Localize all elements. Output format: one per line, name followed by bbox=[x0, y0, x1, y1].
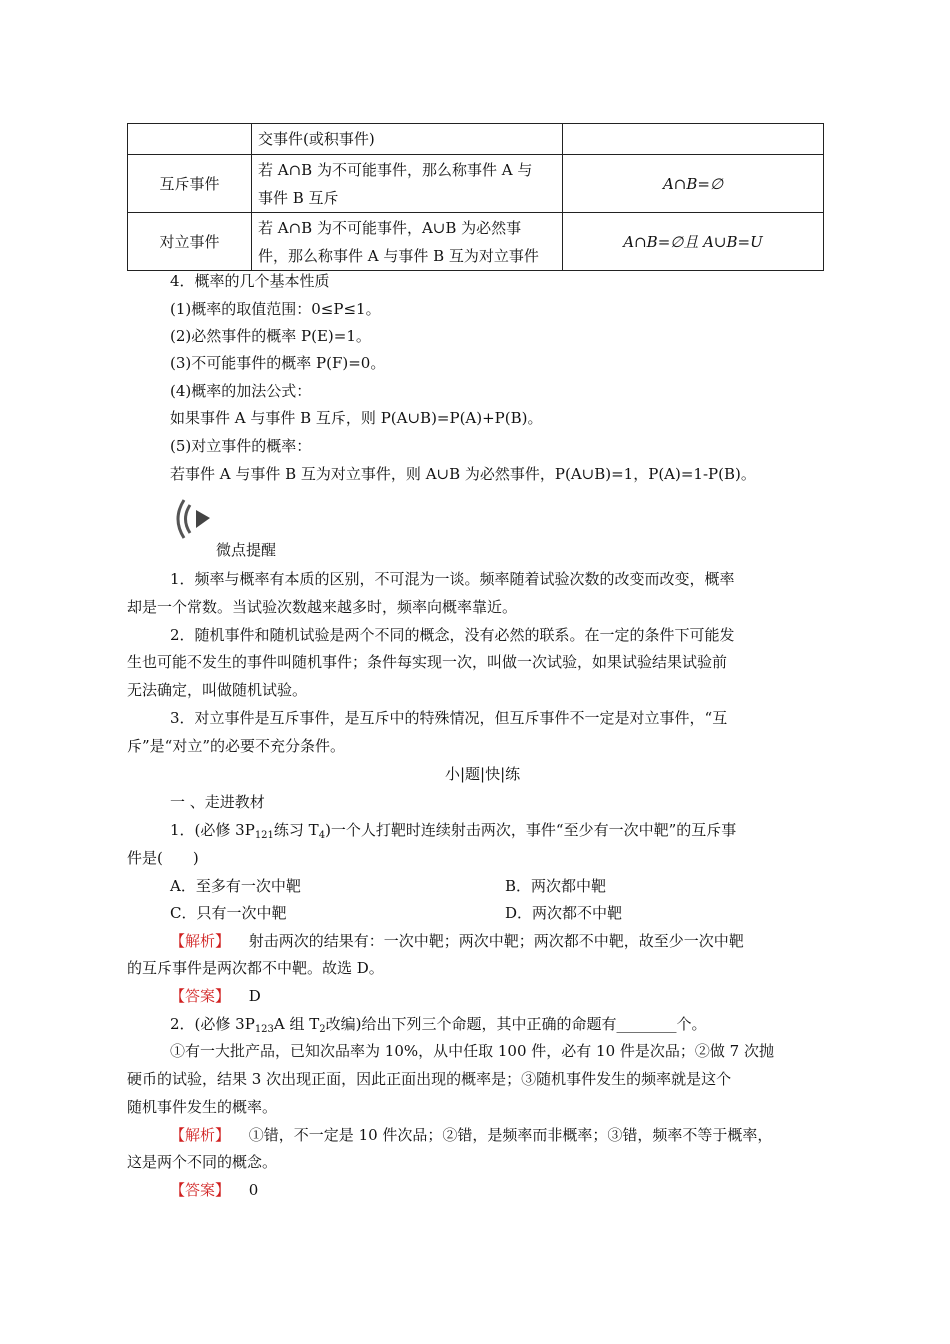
table-cell: 交事件(或积事件) bbox=[252, 124, 563, 155]
q1-analysis-line2: 的互斥事件是两次都不中靶。故选 D。 bbox=[127, 959, 384, 977]
analysis-label: 【解析】 bbox=[170, 1126, 231, 1144]
analysis-text: 射击两次的结果有：一次中靶；两次中靶；两次都不中靶，故至少一次中靶 bbox=[248, 932, 744, 950]
tip-line: 却是一个常数。当试验次数越来越多时，频率向概率靠近。 bbox=[127, 598, 518, 616]
practice-subheading: 一 、走进教材 bbox=[170, 793, 265, 811]
section-title: 4．概率的几个基本性质 bbox=[170, 272, 330, 290]
answer-label: 【答案】 bbox=[170, 987, 231, 1005]
q2-text: A 组 T bbox=[273, 1015, 320, 1033]
q1-text: )一个人打靶时连续射击两次，事件“至少有一次中靶”的互斥事 bbox=[325, 821, 737, 839]
tip-line: 斥”是“对立”的必要不充分条件。 bbox=[127, 737, 346, 755]
q2-analysis-line2: 这是两个不同的概念。 bbox=[127, 1153, 278, 1171]
option-b: B．两次都中靶 bbox=[505, 877, 607, 895]
cell-line: 若 A∩B 为不可能事件，A∪B 为必然事 bbox=[258, 218, 522, 237]
table-cell bbox=[252, 213, 563, 271]
q2-subscript: 2 bbox=[319, 1024, 326, 1035]
q1-analysis bbox=[170, 931, 744, 951]
q2-text: 2．(必修 3P bbox=[170, 1015, 255, 1033]
q2-body-line: ①有一大批产品，已知次品率为 10%，从中任取 100 件，必有 10 件是次品；②做 7 次抛 bbox=[170, 1042, 774, 1060]
tip-line: 3．对立事件是互斥事件，是互斥中的特殊情况，但互斥事件不一定是对立事件，“互 bbox=[170, 709, 728, 727]
tip-line: 1．频率与概率有本质的区别，不可混为一谈。频率随着试验次数的改变而改变，概率 bbox=[170, 570, 735, 588]
tip-line: 生也可能不发生的事件叫随机事件；条件每实现一次，叫做一次试验，如果试验结果试验前 bbox=[127, 653, 728, 671]
events-table bbox=[127, 123, 824, 271]
q2-subscript: 123 bbox=[254, 1024, 274, 1035]
option-c: C．只有一次中靶 bbox=[170, 904, 287, 922]
property-5: (5)对立事件的概率： bbox=[170, 437, 312, 455]
q1-subscript: 121 bbox=[254, 830, 274, 841]
answer-value: 0 bbox=[248, 1181, 259, 1199]
tip-line: 无法确定，叫做随机试验。 bbox=[127, 681, 308, 699]
table-cell bbox=[563, 124, 824, 155]
answer-label: 【答案】 bbox=[170, 1181, 231, 1199]
q1-answer bbox=[170, 986, 261, 1006]
analysis-text: ①错，不一定是 10 件次品；②错，是频率而非概率；③错，频率不等于概率， bbox=[248, 1126, 773, 1144]
complement-formula: 若事件 A 与事件 B 互为对立事件，则 A∪B 为必然事件，P(A∪B)=1，P(A)=1-P(B)。 bbox=[170, 465, 756, 483]
table-cell: 互斥事件 bbox=[128, 155, 252, 213]
cell-line: 事件 B 互斥 bbox=[258, 188, 339, 207]
q1-text: 练习 T bbox=[273, 821, 319, 839]
property-4: (4)概率的加法公式： bbox=[170, 382, 312, 400]
addition-formula: 如果事件 A 与事件 B 互斥，则 P(A∪B)=P(A)+P(B)。 bbox=[170, 409, 543, 427]
sound-wave-icon bbox=[170, 496, 214, 542]
answer-value: D bbox=[248, 987, 261, 1005]
option-d: D．两次都不中靶 bbox=[505, 904, 623, 922]
tips-title: 微点提醒 bbox=[216, 541, 277, 559]
table-row bbox=[128, 213, 824, 271]
q2-body-line: 硬币的试验，结果 3 次出现正面，因此正面出现的概率是；③随机事件发生的频率就是这个 bbox=[127, 1070, 732, 1088]
table-row bbox=[128, 124, 824, 155]
q1-subscript: 4 bbox=[318, 830, 326, 841]
table-row bbox=[128, 155, 824, 213]
tip-line: 2．随机事件和随机试验是两个不同的概念，没有必然的联系。在一定的条件下可能发 bbox=[170, 626, 735, 644]
property-2: (2)必然事件的概率 P(E)=1。 bbox=[170, 327, 371, 345]
option-a: A．至多有一次中靶 bbox=[170, 877, 301, 895]
q2-answer bbox=[170, 1180, 258, 1200]
table-cell: A∩B=∅且 A∪B=U bbox=[563, 213, 824, 271]
question-1 bbox=[170, 820, 736, 846]
q2-analysis bbox=[170, 1125, 772, 1145]
practice-heading: 小|题|快|练 bbox=[445, 765, 521, 783]
question-2 bbox=[170, 1014, 707, 1040]
question-1-line2: 件是( ) bbox=[127, 849, 199, 867]
q2-text: 改编)给出下列三个命题，其中正确的命题有________个。 bbox=[325, 1015, 707, 1033]
cell-line: 件，那么称事件 A 与事件 B 互为对立事件 bbox=[258, 246, 539, 265]
property-1: (1)概率的取值范围：0≤P≤1。 bbox=[170, 300, 381, 318]
q2-body-line: 随机事件发生的概率。 bbox=[127, 1098, 278, 1116]
analysis-label: 【解析】 bbox=[170, 932, 231, 950]
q1-text: 1．(必修 3P bbox=[170, 821, 255, 839]
table-cell bbox=[252, 155, 563, 213]
property-3: (3)不可能事件的概率 P(F)=0。 bbox=[170, 354, 386, 372]
table-cell: 对立事件 bbox=[128, 213, 252, 271]
table-cell bbox=[128, 124, 252, 155]
cell-line: 若 A∩B 为不可能事件，那么称事件 A 与 bbox=[258, 160, 533, 179]
table-cell: A∩B=∅ bbox=[563, 155, 824, 213]
